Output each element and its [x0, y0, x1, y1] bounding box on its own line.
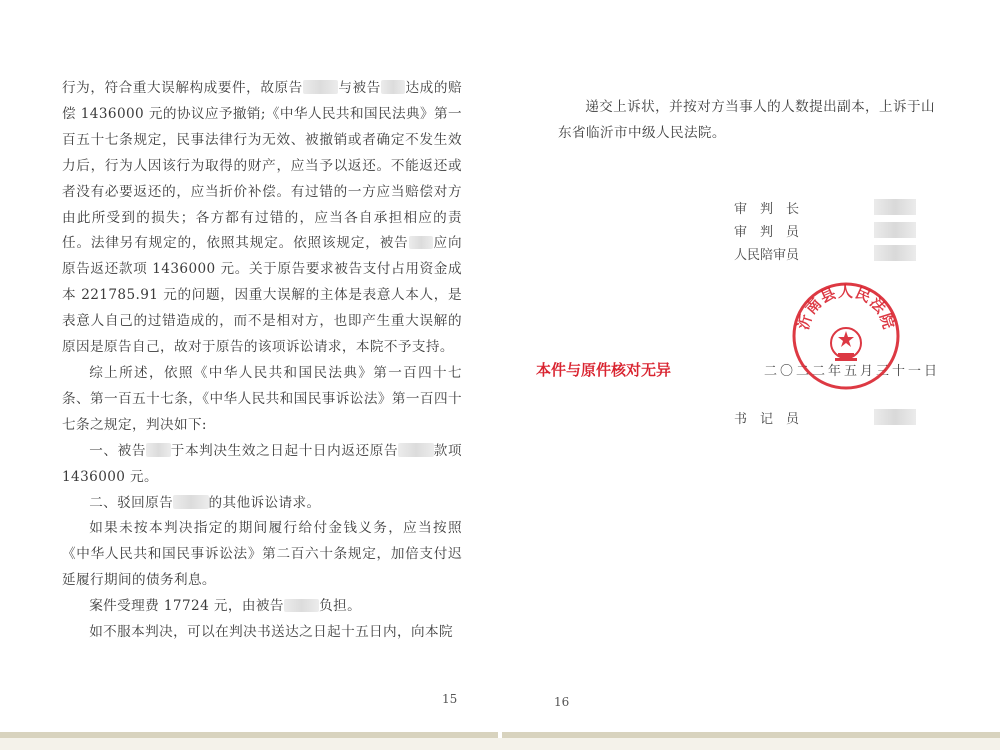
text-segment: 二、驳回原告 [89, 494, 174, 511]
signature-label: 审 判 员 [734, 225, 800, 240]
redacted-name [874, 245, 916, 261]
redacted-name [398, 443, 433, 457]
left-body-text [62, 76, 462, 646]
redacted-name [303, 80, 338, 94]
text-segment: 与被告 [338, 80, 381, 96]
left-page [0, 0, 498, 738]
text-segment: 应向原告返还款项 1436000 元。关于原告要求被告支付占用资金成本 221785.91 元的问题，因重大误解的主体是表意人本人，是表意人自己的过错造成的，而不是相对方，也即产生重大误解的原因是原告自己，故对于原告的该项诉讼请求，本院不予支持。 [62, 235, 462, 356]
paragraph-5: 如果未按本判决指定的期间履行给付金钱义务，应当按照《中华人民共和国民事诉讼法》第二百六十条规定，加倍支付迟延履行期间的债务利息。 [62, 520, 462, 589]
signature-presiding-judge [734, 198, 834, 217]
judgment-date: 二〇二二年五月三十一日 [764, 364, 941, 379]
svg-text:沂南县人民法院 [794, 282, 898, 332]
page-number: 15 [442, 692, 458, 706]
text-segment: 于本判决生效之日起十日内返还原告 [170, 442, 399, 459]
paragraph-4 [62, 491, 462, 517]
text-segment: 款项 1436000 元。 [62, 442, 462, 485]
bottom-strip [0, 738, 1000, 750]
redacted-name [173, 495, 208, 509]
text-segment: 案件受理费 17724 元，由被告 [89, 598, 284, 615]
paragraph-2: 综上所述，依照《中华人民共和国民法典》第一百四十七条、第一百五十七条，《中华人民共和国民事诉讼法》第一百四十七条之规定，判决如下: [62, 364, 462, 433]
redacted-name [874, 222, 916, 238]
paragraph-7: 如不服本判决，可以在判决书送达之日起十五日内，向本院 [89, 624, 454, 641]
right-page [502, 0, 1000, 738]
paragraph-6 [62, 594, 462, 620]
paragraph-3 [62, 439, 462, 491]
certification-stamp: 本件与原件核对无异 [536, 361, 672, 379]
redacted-name [409, 236, 433, 250]
right-body-text [558, 95, 938, 147]
court-seal-icon [791, 281, 901, 391]
seal-text: 沂南县人民法院 [793, 282, 899, 332]
signature-clerk [734, 408, 834, 427]
signature-label: 书 记 员 [734, 412, 800, 427]
page-number: 16 [554, 695, 570, 709]
text-segment: 一、被告 [89, 442, 147, 459]
national-emblem-icon [831, 328, 861, 361]
signature-label: 人民陪审员 [734, 248, 800, 263]
paragraph-appeal: 递交上诉状，并按对方当事人的人数提出副本，上诉于山东省临沂市中级人民法院。 [558, 99, 936, 141]
signature-label: 审 判 长 [734, 202, 800, 217]
redacted-name [381, 80, 405, 94]
text-segment: 行为，符合重大误解构成要件，故原告 [62, 80, 303, 96]
redacted-name [284, 599, 319, 613]
text-segment: 达成的赔偿 1436000 元的协议应予撤销;《中华人民共和国民法典》第一百五十七条规定，民事法律行为无效、被撤销或者确定不发生效力后，行为人因该行为取得的财产，应当予以返还。不能返还或者没有必要返还的，应当折价补偿。有过错的一方应当赔偿对方由此所受到的损失；各方都有过错的，应当各自承担相应的责任。法律另有规定的，依照其规定。依照该规定，被告 [62, 80, 462, 252]
text-segment: 的其他诉讼请求。 [208, 494, 321, 511]
redacted-name [146, 443, 170, 457]
text-segment: 负担。 [319, 598, 362, 615]
redacted-name [874, 409, 916, 425]
redacted-name [874, 199, 916, 215]
signature-juror [734, 244, 834, 263]
paragraph-1 [62, 76, 462, 361]
signature-judge [734, 221, 834, 240]
